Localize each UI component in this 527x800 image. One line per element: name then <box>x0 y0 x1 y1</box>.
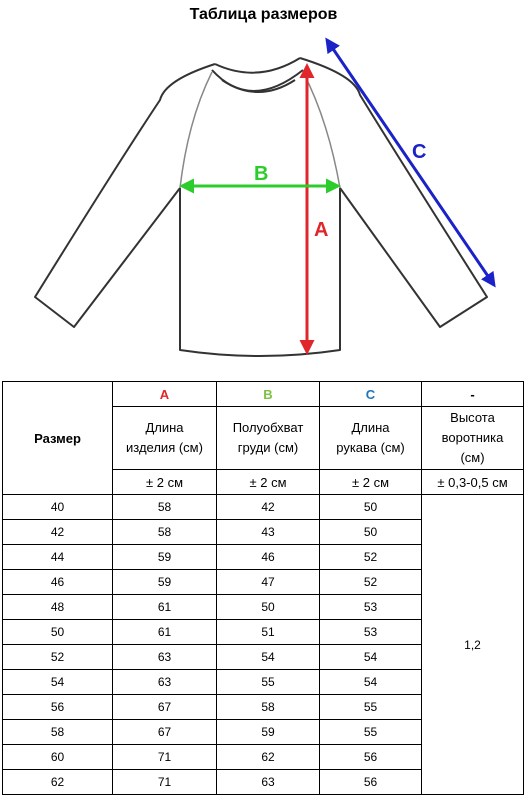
size-cell: 52 <box>3 645 113 670</box>
column-letter-a: A <box>113 382 217 407</box>
sleeve-cell: 53 <box>320 595 422 620</box>
length-cell: 71 <box>113 770 217 795</box>
sleeve-cell: 54 <box>320 645 422 670</box>
sleeve-cell: 54 <box>320 670 422 695</box>
sleeve-cell: 55 <box>320 695 422 720</box>
size-cell: 44 <box>3 545 113 570</box>
chest-cell: 58 <box>217 695 320 720</box>
length-cell: 58 <box>113 495 217 520</box>
page-title: Таблица размеров <box>189 6 338 23</box>
table-row <box>3 495 524 520</box>
length-cell: 63 <box>113 670 217 695</box>
collar-height-cell: 1,2 <box>422 495 524 795</box>
label-c: C <box>412 141 427 163</box>
length-cell: 58 <box>113 520 217 545</box>
sleeve-cell: 56 <box>320 770 422 795</box>
column-label-sleeve: Длина рукава (см) <box>320 407 422 470</box>
chest-cell: 59 <box>217 720 320 745</box>
chest-cell: 50 <box>217 595 320 620</box>
size-cell: 48 <box>3 595 113 620</box>
chest-cell: 54 <box>217 645 320 670</box>
length-cell: 67 <box>113 695 217 720</box>
tolerance-c: ± 2 см <box>320 470 422 495</box>
size-header: Размер <box>3 382 113 495</box>
length-cell: 71 <box>113 745 217 770</box>
label-b: B <box>254 163 269 185</box>
column-label-chest: Полуобхват груди (см) <box>217 407 320 470</box>
label-a: A <box>314 219 329 241</box>
length-cell: 59 <box>113 570 217 595</box>
size-cell: 58 <box>3 720 113 745</box>
length-cell: 61 <box>113 595 217 620</box>
tolerance-collar: ± 0,3-0,5 см <box>422 470 524 495</box>
chest-cell: 51 <box>217 620 320 645</box>
chest-cell: 55 <box>217 670 320 695</box>
tolerance-b: ± 2 см <box>217 470 320 495</box>
size-cell: 40 <box>3 495 113 520</box>
size-table <box>2 381 524 795</box>
length-cell: 63 <box>113 645 217 670</box>
chest-cell: 42 <box>217 495 320 520</box>
chest-cell: 46 <box>217 545 320 570</box>
measure-a-arrow <box>307 66 328 352</box>
chest-cell: 43 <box>217 520 320 545</box>
measure-c-arrow <box>327 40 494 285</box>
size-cell: 42 <box>3 520 113 545</box>
chest-cell: 47 <box>217 570 320 595</box>
sleeve-cell: 52 <box>320 545 422 570</box>
length-cell: 61 <box>113 620 217 645</box>
chest-cell: 63 <box>217 770 320 795</box>
column-letter-c: C <box>320 382 422 407</box>
column-letter-b: B <box>217 382 320 407</box>
length-cell: 59 <box>113 545 217 570</box>
sleeve-cell: 55 <box>320 720 422 745</box>
sleeve-cell: 56 <box>320 745 422 770</box>
size-cell: 54 <box>3 670 113 695</box>
column-label-length: Длина изделия (см) <box>113 407 217 470</box>
size-cell: 56 <box>3 695 113 720</box>
chest-cell: 62 <box>217 745 320 770</box>
measure-b-arrow <box>182 163 338 186</box>
sleeve-cell: 53 <box>320 620 422 645</box>
size-cell: 50 <box>3 620 113 645</box>
sleeve-cell: 50 <box>320 520 422 545</box>
tolerance-a: ± 2 см <box>113 470 217 495</box>
sweater-outline <box>35 58 487 356</box>
sweater-diagram <box>0 0 527 380</box>
sleeve-cell: 52 <box>320 570 422 595</box>
column-label-collar: Высота воротника (см) <box>422 407 524 470</box>
length-cell: 67 <box>113 720 217 745</box>
size-cell: 46 <box>3 570 113 595</box>
size-cell: 60 <box>3 745 113 770</box>
size-cell: 62 <box>3 770 113 795</box>
column-letter-collar: - <box>422 382 524 407</box>
sleeve-cell: 50 <box>320 495 422 520</box>
size-rows <box>3 495 524 795</box>
